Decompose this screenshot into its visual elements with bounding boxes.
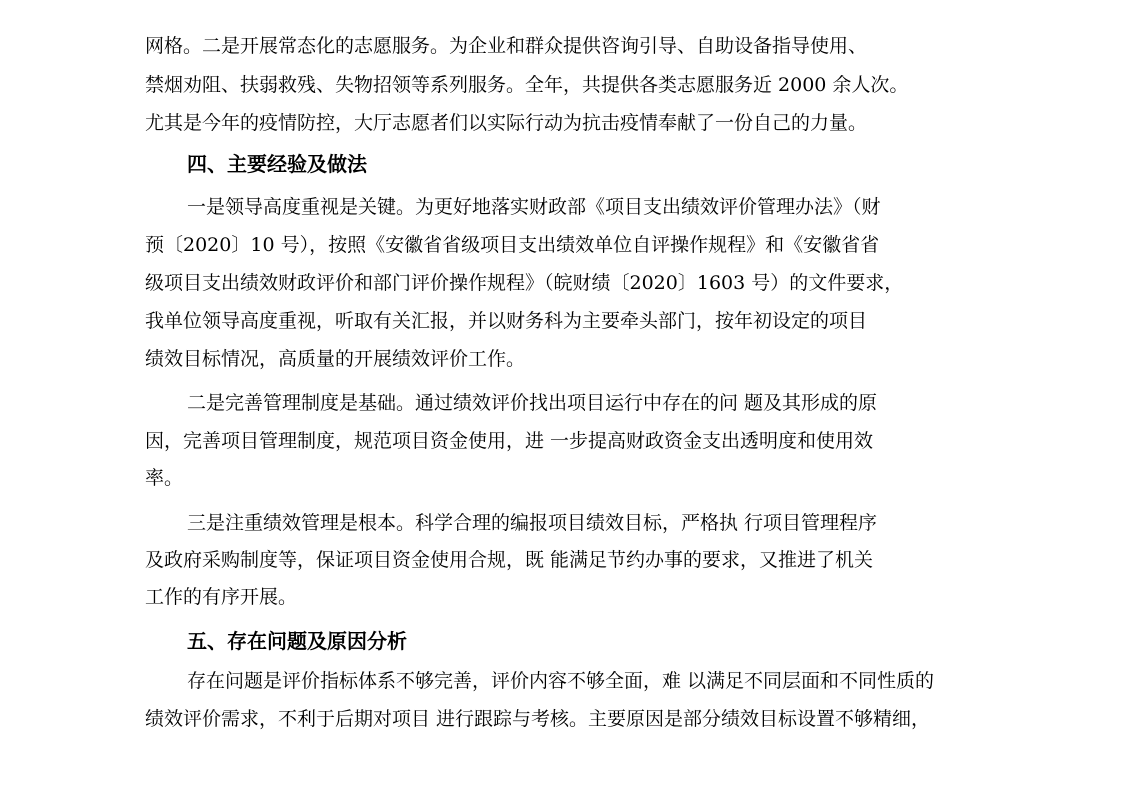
s4-p2-line-2: 因，完善项目管理制度，规范项目资金使用，进 一步提高财政资金支出透明度和使用效 — [145, 430, 874, 452]
s4-p3-line-3: 工作的有序开展。 — [145, 586, 298, 608]
s4-p3-line-1: 三是注重绩效管理是根本。科学合理的编报项目绩效目标，严格执 行项目管理程序 — [187, 512, 878, 534]
para-a-line-1: 网格。二是开展常态化的志愿服务。为企业和群众提供咨询引导、自助设备指导使用、 — [145, 35, 868, 57]
para-a-line-2: 禁烟劝阻、扶弱救残、失物招领等系列服务。全年，共提供各类志愿服务近 2000 余人次。 — [145, 74, 909, 96]
section-5-heading: 五、存在问题及原因分析 — [187, 629, 407, 653]
s4-p1-line-5: 绩效目标情况，高质量的开展绩效评价工作。 — [145, 348, 526, 370]
section-4-heading: 四、主要经验及做法 — [187, 152, 367, 176]
s5-p1-line-2: 绩效评价需求，不利于后期对项目 进行跟踪与考核。主要原因是部分绩效目标设置不够精细， — [145, 708, 931, 730]
s4-p1-line-2: 预〔2020〕10 号），按照《安徽省省级项目支出绩效单位自评操作规程》和《安徽省省 — [145, 234, 880, 256]
s4-p1-line-4: 我单位领导高度重视，听取有关汇报，并以财务科为主要牵头部门，按年初设定的项目 — [145, 310, 868, 332]
s5-p1-line-1: 存在问题是评价指标体系不够完善，评价内容不够全面，难 以满足不同层面和不同性质的 — [187, 670, 935, 692]
s4-p1-line-1: 一是领导高度重视是关键。为更好地落实财政部《项目支出绩效评价管理办法》（财 — [187, 196, 881, 218]
para-a-line-3: 尤其是今年的疫情防控，大厅志愿者们以实际行动为抗击疫情奉献了一份自己的力量。 — [145, 112, 868, 134]
s4-p3-line-2: 及政府采购制度等，保证项目资金使用合规，既 能满足节约办事的要求，又推进了机关 — [145, 549, 874, 571]
s4-p2-line-3: 率。 — [145, 467, 184, 489]
s4-p1-line-3: 级项目支出绩效财政评价和部门评价操作规程》（皖财绩〔2020〕1603 号）的文件要求， — [145, 272, 904, 294]
s4-p2-line-1: 二是完善管理制度是基础。通过绩效评价找出项目运行中存在的问 题及其形成的原 — [187, 392, 878, 414]
